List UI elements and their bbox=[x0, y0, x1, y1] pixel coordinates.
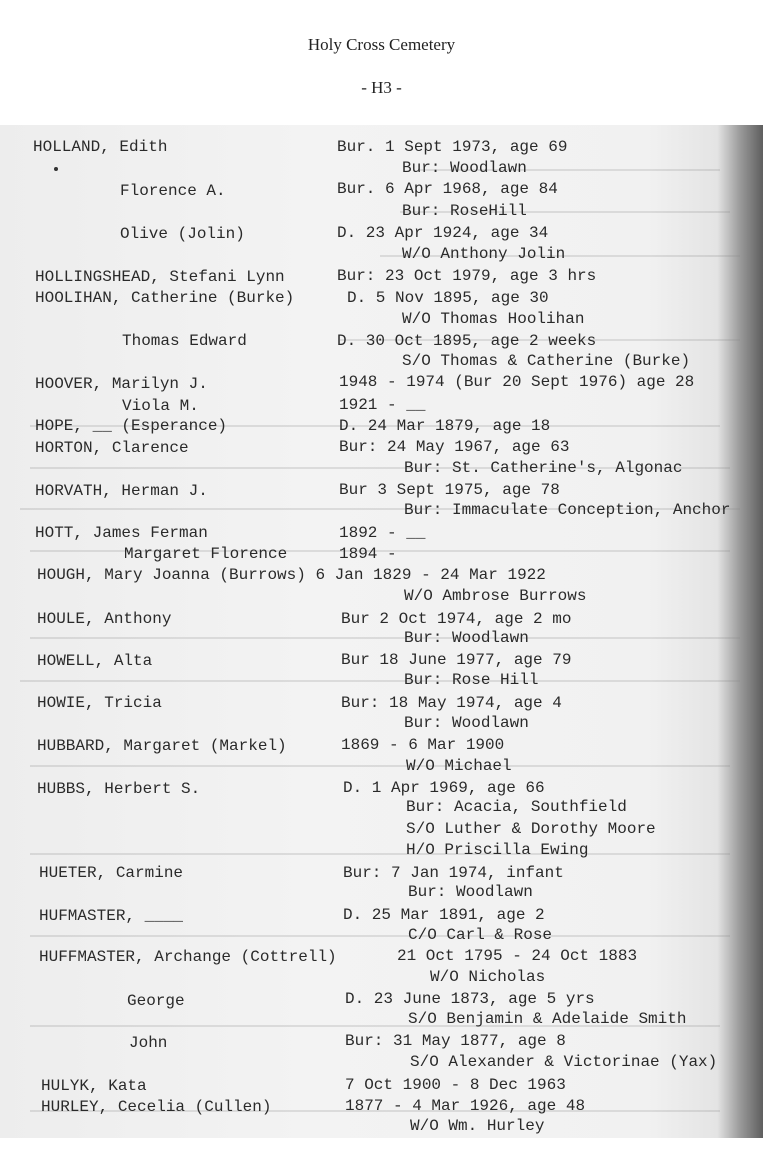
entry-line: Bur. 6 Apr 1968, age 84 bbox=[337, 180, 558, 198]
entry-line: Bur: 23 Oct 1979, age 3 hrs bbox=[337, 267, 597, 285]
entry-line: 1869 - 6 Mar 1900 bbox=[341, 736, 505, 754]
entry-line: HORVATH, Herman J. bbox=[35, 482, 208, 500]
entry-line: Bur: Woodlawn bbox=[402, 159, 527, 177]
entry-line: W/O Thomas Hoolihan bbox=[402, 310, 585, 328]
entry-line: HOWIE, Tricia bbox=[37, 694, 162, 712]
entry-line: Bur 18 June 1977, age 79 bbox=[341, 651, 572, 669]
entry-line: Bur: Woodlawn bbox=[404, 629, 529, 647]
entry-line: S/O Thomas & Catherine (Burke) bbox=[402, 352, 691, 370]
entry-line: HOULE, Anthony bbox=[37, 610, 172, 628]
entry-line: W/O Nicholas bbox=[430, 968, 546, 986]
entry-line: 1877 - 4 Mar 1926, age 48 bbox=[345, 1097, 586, 1115]
entry-line: S/O Benjamin & Adelaide Smith bbox=[408, 1010, 687, 1028]
entry-line: D. 23 Apr 1924, age 34 bbox=[337, 224, 549, 242]
entry-line: Bur 3 Sept 1975, age 78 bbox=[339, 481, 560, 499]
entry-line: D. 25 Mar 1891, age 2 bbox=[343, 906, 545, 924]
entry-line: HORTON, Clarence bbox=[35, 439, 189, 457]
entry-line: D. 23 June 1873, age 5 yrs bbox=[345, 990, 595, 1008]
entry-line: S/O Luther & Dorothy Moore bbox=[406, 820, 656, 838]
entry-line: Viola M. bbox=[122, 397, 199, 415]
entry-line: Margaret Florence bbox=[124, 545, 288, 563]
entry-line: HOUGH, Mary Joanna (Burrows) 6 Jan 1829 - 24 Mar 1922 bbox=[37, 566, 546, 584]
entry-line: 1948 - 1974 (Bur 20 Sept 1976) age 28 bbox=[339, 373, 695, 391]
entry-line: HULYK, Kata bbox=[41, 1077, 147, 1095]
entry-line: Bur: Acacia, Southfield bbox=[406, 798, 627, 816]
entry-line: 1921 - __ bbox=[339, 396, 426, 414]
entry-line: HOOLIHAN, Catherine (Burke) bbox=[35, 289, 295, 307]
entry-line: Bur 2 Oct 1974, age 2 mo bbox=[341, 610, 572, 628]
entry-line: HOWELL, Alta bbox=[37, 652, 153, 670]
entry-line: John bbox=[129, 1034, 168, 1052]
entry-line: S/O Alexander & Victorinae (Yax) bbox=[410, 1053, 718, 1071]
page-number: - H3 - bbox=[361, 78, 402, 97]
entry-line: Florence A. bbox=[120, 182, 226, 200]
entry-line: Bur: 18 May 1974, age 4 bbox=[341, 694, 562, 712]
entry-line: Bur: Immaculate Conception, Anchor bbox=[404, 501, 731, 519]
entry-line: D. 5 Nov 1895, age 30 bbox=[347, 289, 549, 307]
entry-line: 7 Oct 1900 - 8 Dec 1963 bbox=[345, 1076, 566, 1094]
entry-line: Bur: Woodlawn bbox=[408, 883, 533, 901]
entry-line: 21 Oct 1795 - 24 Oct 1883 bbox=[397, 947, 638, 965]
entry-line: Bur: 7 Jan 1974, infant bbox=[343, 864, 564, 882]
entry-line: D. 1 Apr 1969, age 66 bbox=[343, 779, 545, 797]
entry-line: 1894 - bbox=[339, 545, 397, 563]
entry-line: Bur: Rose Hill bbox=[404, 671, 539, 689]
entry-line: Bur: 24 May 1967, age 63 bbox=[339, 438, 570, 456]
entry-line: W/O Michael bbox=[406, 757, 512, 775]
entry-line: W/O Wm. Hurley bbox=[410, 1117, 545, 1135]
entry-line: C/O Carl & Rose bbox=[408, 926, 553, 944]
entry-line: HUFMASTER, ____ bbox=[39, 907, 184, 925]
entry-line: Bur: 31 May 1877, age 8 bbox=[345, 1032, 566, 1050]
entry-line: HUBBARD, Margaret (Markel) bbox=[37, 737, 287, 755]
entry-line: W/O Ambrose Burrows bbox=[404, 587, 587, 605]
entry-line: W/O Anthony Jolin bbox=[402, 245, 566, 263]
entry-line: HOOVER, Marilyn J. bbox=[35, 375, 208, 393]
entry-line: HOLLAND, Edith bbox=[33, 138, 168, 156]
entry-line: HUETER, Carmine bbox=[39, 864, 184, 882]
page-header-title: Holy Cross Cemetery bbox=[307, 35, 456, 54]
entry-line: Bur: St. Catherine's, Algonac bbox=[404, 459, 683, 477]
entry-line: HOTT, James Ferman bbox=[35, 524, 208, 542]
entry-line: Olive (Jolin) bbox=[120, 225, 245, 243]
entry-line: Bur: Woodlawn bbox=[404, 714, 529, 732]
entry-line: Bur. 1 Sept 1973, age 69 bbox=[337, 138, 568, 156]
entry-line: Bur: RoseHill bbox=[402, 202, 527, 220]
scanned-page bbox=[0, 125, 763, 1138]
entry-line: HUFFMASTER, Archange (Cottrell) bbox=[39, 948, 337, 966]
entry-line: George bbox=[127, 992, 185, 1010]
entry-line: HUBBS, Herbert S. bbox=[37, 780, 201, 798]
dot-mark bbox=[54, 167, 58, 171]
entry-line: H/O Priscilla Ewing bbox=[406, 841, 589, 859]
entry-line: 1892 - __ bbox=[339, 524, 426, 542]
entry-line: D. 30 Oct 1895, age 2 weeks bbox=[337, 332, 597, 350]
entry-line: Thomas Edward bbox=[122, 332, 247, 350]
entry-line: HURLEY, Cecelia (Cullen) bbox=[41, 1098, 272, 1116]
entry-line: D. 24 Mar 1879, age 18 bbox=[339, 417, 551, 435]
entry-line: HOLLINGSHEAD, Stefani Lynn bbox=[35, 268, 285, 286]
entry-line: HOPE, __ (Esperance) bbox=[35, 417, 228, 435]
